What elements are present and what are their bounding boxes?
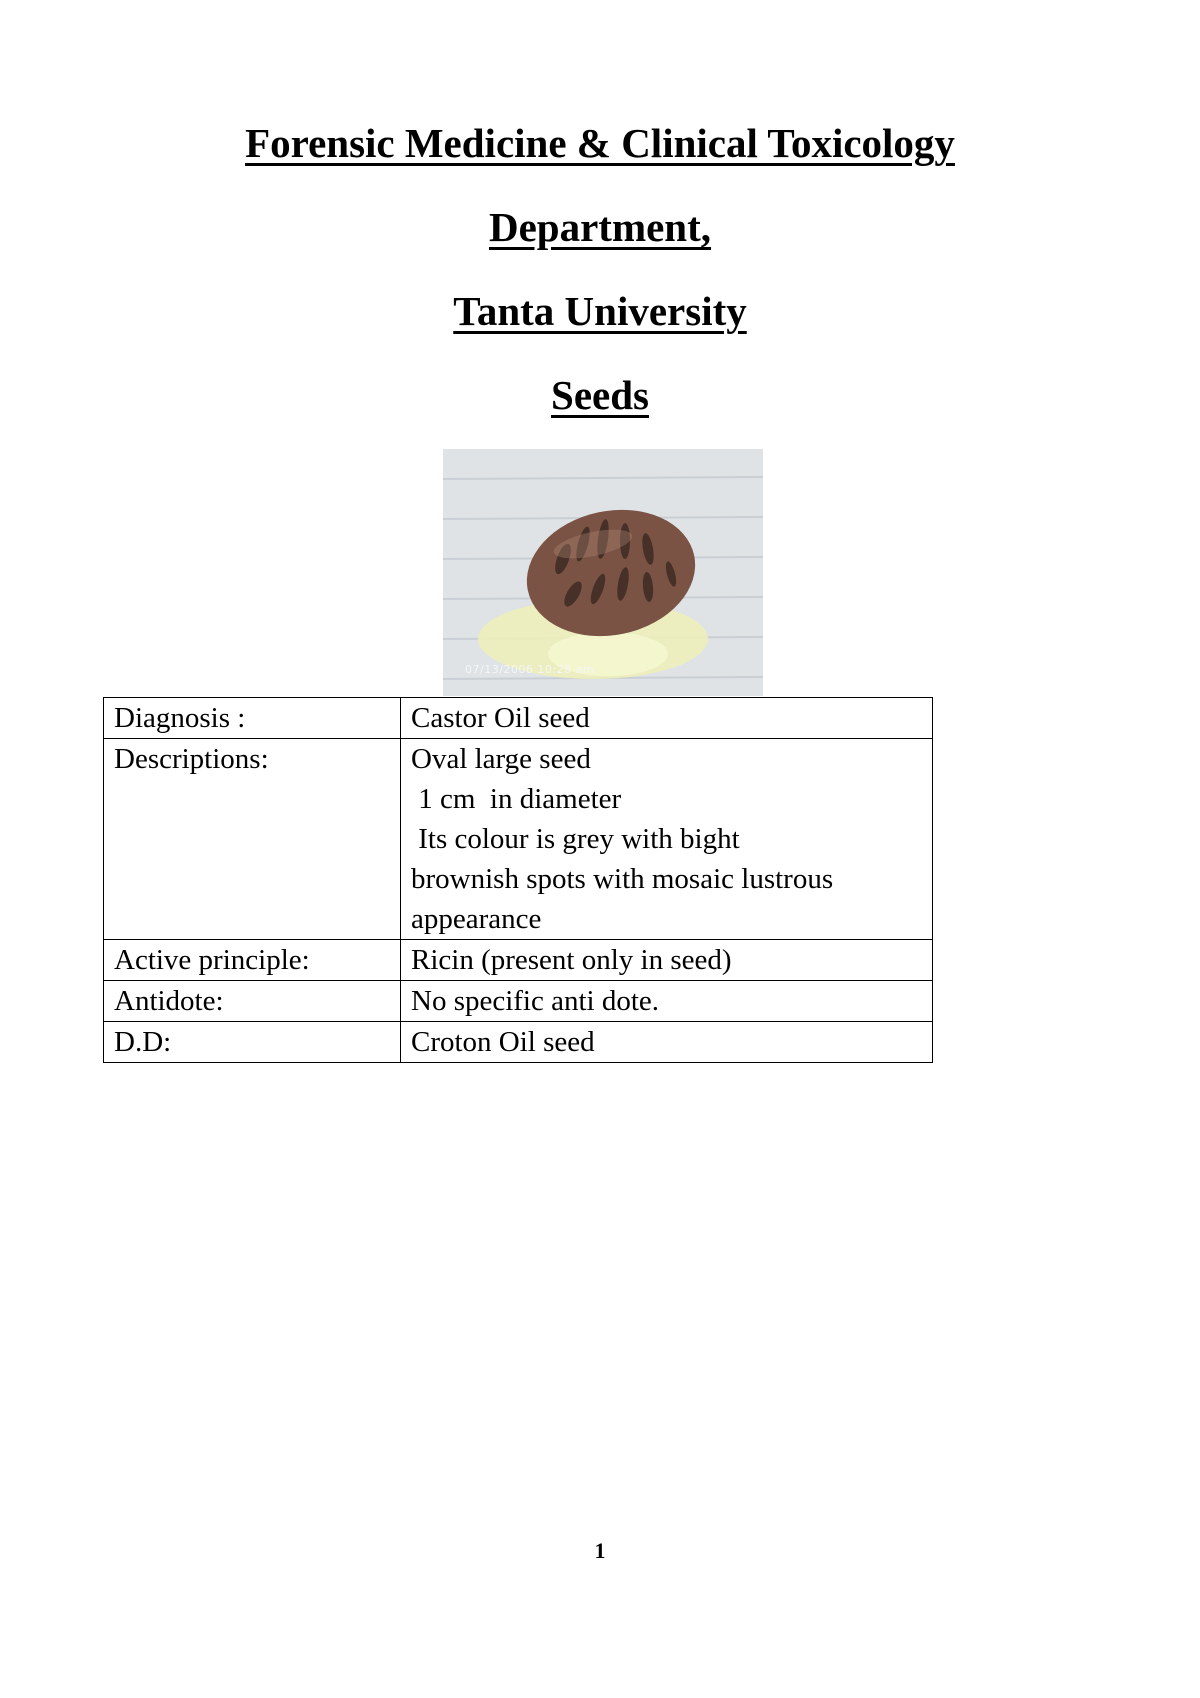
value-diagnosis bbox=[401, 698, 933, 739]
value-line: Oval large seed bbox=[411, 743, 591, 775]
value-line: Its colour is grey with bight bbox=[411, 823, 740, 855]
value-active-principle bbox=[401, 940, 933, 981]
value-descriptions bbox=[401, 739, 933, 940]
page-number: 1 bbox=[594, 1538, 606, 1563]
value-line: 1 cm in diameter bbox=[411, 783, 622, 815]
table-row-dd bbox=[104, 1022, 933, 1063]
seed-info-table bbox=[103, 697, 933, 1063]
label-active-principle: Active principle: bbox=[104, 940, 401, 981]
castor-seed-image bbox=[443, 449, 763, 696]
value-line: Castor Oil seed bbox=[411, 702, 590, 734]
photo-timestamp: 07/13/2006 10:28 am bbox=[465, 663, 595, 676]
page-title-department-line: Department, bbox=[488, 204, 712, 250]
table-row-antidote bbox=[104, 981, 933, 1022]
label-descriptions: Descriptions: bbox=[104, 739, 401, 940]
value-line: brownish spots with mosaic lustrous bbox=[411, 863, 834, 895]
section-title-seeds: Seeds bbox=[551, 372, 649, 418]
label-diagnosis: Diagnosis : bbox=[104, 698, 401, 739]
table-row-diagnosis bbox=[104, 698, 933, 739]
page-title-department: Forensic Medicine & Clinical Toxicology bbox=[245, 120, 955, 166]
castor-seed-photo bbox=[443, 449, 763, 696]
value-line: Croton Oil seed bbox=[411, 1026, 595, 1058]
value-line: Ricin (present only in seed) bbox=[411, 944, 732, 976]
value-antidote bbox=[401, 981, 933, 1022]
table-row-descriptions bbox=[104, 739, 933, 940]
value-line: No specific anti dote. bbox=[411, 985, 660, 1017]
page-title-university: Tanta University bbox=[453, 288, 747, 334]
label-antidote: Antidote: bbox=[104, 981, 401, 1022]
table-row-active-principle bbox=[104, 940, 933, 981]
value-line: appearance bbox=[411, 903, 542, 935]
label-dd: D.D: bbox=[104, 1022, 401, 1063]
value-dd bbox=[401, 1022, 933, 1063]
